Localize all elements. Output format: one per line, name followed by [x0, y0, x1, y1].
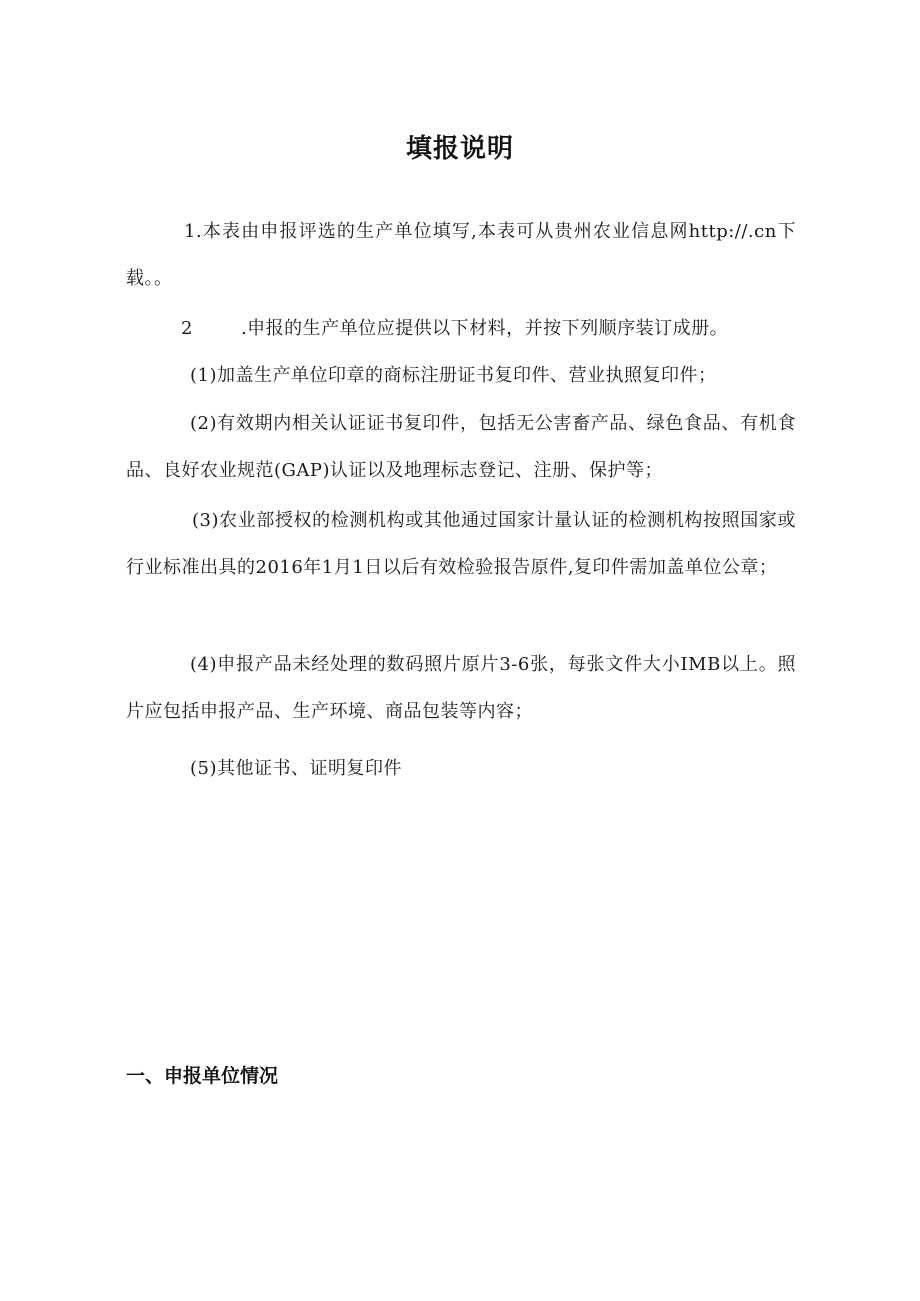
section-heading: 一、申报单位情况 [126, 1065, 279, 1087]
item-2-text: .申报的生产单位应提供以下材料，并按下列顺序装订成册。 [240, 318, 729, 339]
material-item-2: (2)有效期内相关认证证书复印件，包括无公害畜产品、绿色食品、有机食品、良好农业规范(GAP)认证以及地理标志登记、注册、保护等； [126, 413, 796, 481]
material-item-1: (1)加盖生产单位印章的商标注册证书复印件、营业执照复印件； [190, 365, 717, 386]
material-item-4: (4)申报产品未经处理的数码照片原片3-6张，每张文件大小IMB以上。照片应包括申报产品、生产环境、商品包装等内容； [126, 654, 796, 722]
page-title: 填报说明 [405, 134, 514, 164]
item-2-number: 2 [181, 318, 193, 339]
instruction-item-2 [126, 305, 796, 352]
instruction-item-1: 1.本表由申报评选的生产单位填写,本表可从贵州农业信息网http://.cn下载。。 [126, 221, 796, 289]
material-item-3: (3)农业部授权的检测机构或其他通过国家计量认证的检测机构按照国家或行业标准出具的2016年1月1日以后有效检验报告原件,复印件需加盖单位公章； [126, 510, 796, 578]
material-item-5: (5)其他证书、证明复印件 [190, 758, 402, 779]
